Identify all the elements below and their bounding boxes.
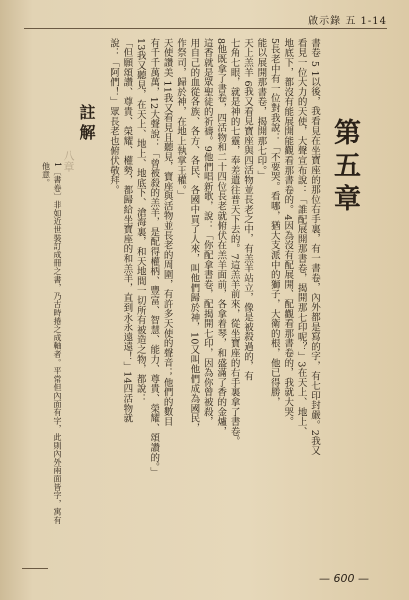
body-column: 「但願頌讚、尊貴、榮耀、權勢，都歸給坐寶座的和羔羊，直到永永遠遠！」14四活物就 xyxy=(121,38,133,424)
body-column: 七角七眼，就是神的七靈，奉差遣往普天下去的。7這羔羊前來，從坐寶座的右手裏拿了書卷。 xyxy=(228,38,240,447)
body-column: 看見一位大力的天使，大聲宣布說：「誰配展開那書卷，揭開那七印呢？」3在天上、地上、 xyxy=(295,38,307,437)
body-column: 說：「阿們！」眾長老也俯伏敬拜。 xyxy=(108,38,119,195)
chapter-title: 第五章 xyxy=(329,118,360,217)
page-number: — 600 — xyxy=(319,572,369,585)
bleed-through-text: 八章 xyxy=(62,150,75,172)
body-column: 有千千萬萬，12大聲說：「曾被殺的羔羊，是配得權柄、豐富、智慧、能力、尊貴、榮耀、頌讚的。」 xyxy=(148,38,160,478)
note-column: 1〔書卷〕非如近世裝訂成冊之書，乃古時捲之成軸者。平常但內面有字，此則內外兩面皆字，寓有 xyxy=(53,162,62,525)
notes-title: 註解 xyxy=(77,104,96,144)
body-column: 作祭司，歸於神，在地上執掌王權。」 xyxy=(175,38,186,200)
body-column: 8他既拿了書卷，四活物和二十四位長老就俯伏在羔羊面前，各拿着琴，和盛滿了香的金爐， xyxy=(215,38,227,437)
body-column: 天使讚美 11我又看見且聽見，寶座與活物並長老的周圍，有許多天使的聲音；他們的數目 xyxy=(161,38,173,427)
body-column: 書卷 5 1以後，我看見在坐寶座的那位右手裏，有一書卷，內外都是寫的字，有七印封嚴。2我又 xyxy=(309,38,320,456)
body-column: 這香就是眾聖徒的祈禱。9他們唱新歌，說：「你配拿書卷，配揭開七印，因為你曾被殺， xyxy=(201,38,213,427)
body-column: 13我又聽見，在天上、地上、地底下、滄海裏，和天地間一切所有被造之物，都說： xyxy=(134,38,146,404)
running-header: 啟示錄 五 1-14 xyxy=(308,16,387,27)
body-column: 地底下，都沒有能展開能觀看那書卷的。4因為沒有配展開、配觀看那書卷的，我就大哭。 xyxy=(282,38,294,427)
footer-rule xyxy=(22,568,48,569)
body-column: 能以展開那書卷，揭開那七印。」 xyxy=(255,38,267,181)
body-column: 5長老中有一位對我說：「不要哭。看哪，猶大支派中的獅子，大衛的根，他已得勝， xyxy=(268,38,280,407)
body-column: 天上羔羊 6我又看見寶座與四活物並長老之中，有羔羊站立，像是被殺過的，有 xyxy=(242,38,253,381)
note-column: 他意。 xyxy=(41,162,51,187)
body-column: 用自己的血從各族、各方、各民、各國中買了人來，叫他們歸於神，10又叫他們成為國民， xyxy=(188,38,200,433)
header-rule xyxy=(24,28,387,29)
